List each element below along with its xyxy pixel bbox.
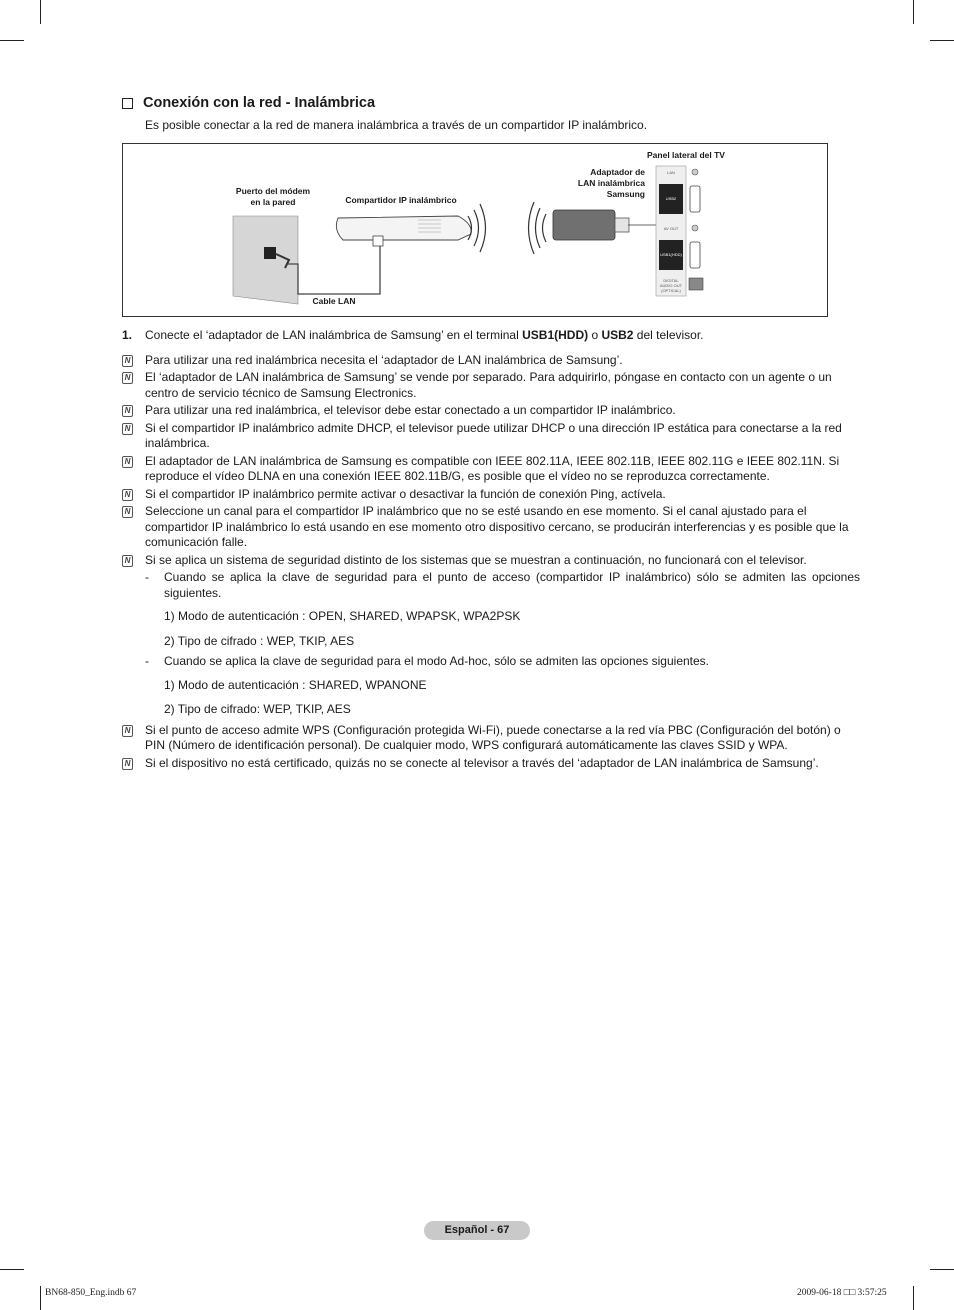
note-text: Para utilizar una red inalámbrica necesita el ‘adaptador de LAN inalámbrica de Samsung’. xyxy=(145,352,623,367)
crop-mark xyxy=(930,1269,954,1270)
security-adhoc-cipher: 2) Tipo de cifrado: WEP, TKIP, AES xyxy=(164,702,351,716)
crop-mark xyxy=(40,0,41,24)
security-ap-cipher: 2) Tipo de cifrado : WEP, TKIP, AES xyxy=(164,633,355,648)
usb2-port xyxy=(690,186,700,212)
note-symbol: N xyxy=(122,456,133,468)
section-title xyxy=(122,95,375,111)
lan-port xyxy=(692,169,698,175)
note-item xyxy=(122,353,860,369)
step-text-part: del televisor. xyxy=(633,328,704,342)
adapter-label-line: Adaptador de xyxy=(590,167,645,177)
modem-label xyxy=(223,186,323,208)
adapter-waves xyxy=(529,202,547,254)
note-text: El ‘adaptador de LAN inalámbrica de Samsung’ se vende por separado. Para adquirirlo, póngase en contacto con un agente o un centro de servicio técnico de Samsung Electronics. xyxy=(145,370,832,400)
note-text: Si el dispositivo no está certificado, quizás no se conecte al televisor a través del ‘adaptador de LAN inalámbrica de Samsung’. xyxy=(145,755,819,770)
crop-mark xyxy=(40,1286,41,1310)
usb-adapter-plug xyxy=(615,218,629,232)
crop-mark xyxy=(0,1269,24,1270)
usb1-port xyxy=(690,242,700,268)
note-item xyxy=(122,756,860,772)
panel-label: Panel lateral del TV xyxy=(647,150,725,160)
cable-label: Cable LAN xyxy=(312,296,356,306)
crop-mark xyxy=(0,40,24,41)
note-text: Si el punto de acceso admite WPS (Configuración protegida Wi-Fi), puede conectarse a la red vía PBC (Configuración del botón) o PIN (Número de identificación personal). De cualquier modo, WPS configurará automáticamente las claves SSID y WPA. xyxy=(145,722,841,752)
port-label-usb2: USB2 xyxy=(665,196,677,201)
note-text: Si se aplica un sistema de seguridad distinto de los sistemas que se muestran a continuación, no funcionará con el televisor. xyxy=(145,552,807,567)
modem-label-line: en la pared xyxy=(250,197,296,207)
security-ap-auth: 1) Modo de autenticación : OPEN, SHARED, WPAPSK, WPA2PSK xyxy=(164,609,521,623)
security-adhoc xyxy=(145,654,860,670)
modem-label-line: Puerto del módem xyxy=(235,186,311,196)
port-label-av: AV OUT xyxy=(663,226,679,231)
note-icon xyxy=(122,756,145,772)
note-symbol: N xyxy=(122,355,133,367)
note-icon xyxy=(122,454,145,485)
note-text: Seleccione un canal para el compartidor IP inalámbrico que no se esté usando en ese momento. Si el canal ajustado para el compartidor IP inalámbrico lo está usando en ese momento otro dispositivo cercano, se producirán interferencias y es posible que la comunicación falle. xyxy=(145,504,849,549)
note-symbol: N xyxy=(122,758,133,770)
intro-text: Es posible conectar a la red de manera inalámbrica a través de un compartidor IP inalámbrico. xyxy=(145,118,648,132)
note-symbol: N xyxy=(122,506,133,518)
note-icon xyxy=(122,487,145,503)
note-item xyxy=(122,370,860,401)
note-symbol: N xyxy=(122,405,133,417)
page-number-badge: Español - 67 xyxy=(424,1221,530,1240)
router-label: Compartidor IP inalámbrico xyxy=(345,195,457,205)
note-icon xyxy=(122,421,145,452)
section-title-text: Conexión con la red - Inalámbrica xyxy=(143,95,376,111)
note-symbol: N xyxy=(122,423,133,435)
note-symbol: N xyxy=(122,725,133,737)
diagram-drawing xyxy=(123,144,829,318)
step-text-part: o xyxy=(588,328,602,342)
port-label-optical: DIGITAL AUDIO OUT (OPTICAL) xyxy=(659,278,683,293)
security-adhoc-auth: 1) Modo de autenticación : SHARED, WPANONE xyxy=(164,677,427,692)
note-text: Si el compartidor IP inalámbrico permite activar o desactivar la función de conexión Ping, actívela. xyxy=(145,486,666,501)
wall-socket xyxy=(264,247,276,259)
dash-marker: - xyxy=(145,570,149,584)
checkbox-icon xyxy=(122,98,133,109)
adapter-label-line: LAN inalámbrica xyxy=(577,178,645,188)
crop-mark xyxy=(930,40,954,41)
port-label-usb1: USB1(HDD) xyxy=(660,252,682,257)
usb-adapter-body xyxy=(553,210,615,240)
note-text: El adaptador de LAN inalámbrica de Samsung es compatible con IEEE 802.11A, IEEE 802.11B, IEEE 802.11G e IEEE 802.11N. Si reproduce el vídeo DLNA en una conexión IEEE 802.11B/G, es posible que el vídeo no se reproduzca correctamente. xyxy=(145,453,840,483)
note-text: Si el compartidor IP inalámbrico admite DHCP, el televisor puede utilizar DHCP o una dirección IP estática para conectarse a la red inalámbrica. xyxy=(145,420,842,450)
step-number: 1. xyxy=(122,328,133,342)
note-icon xyxy=(122,370,145,401)
note-icon xyxy=(122,553,145,569)
dash-marker: - xyxy=(145,654,149,668)
print-date-info: 2009-06-18 □□ 3:57:25 xyxy=(797,1288,887,1298)
note-item xyxy=(122,723,860,754)
security-ap xyxy=(145,570,860,601)
note-text: Para utilizar una red inalámbrica, el televisor debe estar conectado a un compartidor IP inalámbrico. xyxy=(145,403,676,417)
port-label-lan: LAN xyxy=(667,170,675,175)
av-port xyxy=(692,225,698,231)
step-text-part: Conecte el ‘adaptador de LAN inalámbrica de Samsung’ en el terminal xyxy=(145,328,523,342)
usb1-term: USB1(HDD) xyxy=(522,328,589,342)
step-text xyxy=(145,328,704,344)
note-icon xyxy=(122,723,145,754)
crop-mark xyxy=(913,0,914,24)
security-adhoc-text: Cuando se aplica la clave de seguridad para el modo Ad-hoc, sólo se admiten las opciones siguientes. xyxy=(164,654,710,668)
note-icon xyxy=(122,403,145,419)
connection-diagram xyxy=(122,143,828,317)
step-1 xyxy=(122,328,860,344)
adapter-label xyxy=(563,167,645,200)
note-item xyxy=(122,454,860,485)
print-file-info: BN68-850_Eng.indb 67 xyxy=(45,1288,137,1298)
note-item xyxy=(122,504,860,551)
note-item xyxy=(122,421,860,452)
security-ap-text: Cuando se aplica la clave de seguridad para el punto de acceso (compartidor IP inalámbrico) sólo se admiten las opciones siguientes. xyxy=(164,570,860,600)
router-shape xyxy=(336,216,471,240)
note-symbol: N xyxy=(122,555,133,567)
content-body xyxy=(122,328,860,773)
note-symbol: N xyxy=(122,489,133,501)
note-icon xyxy=(122,504,145,551)
optical-port xyxy=(689,278,703,290)
note-item xyxy=(122,403,860,419)
adapter-label-line: Samsung xyxy=(606,189,645,199)
lan-cable xyxy=(288,244,380,294)
note-icon xyxy=(122,353,145,369)
crop-mark xyxy=(913,1286,914,1310)
usb2-term: USB2 xyxy=(601,328,634,342)
note-symbol: N xyxy=(122,372,133,384)
router-port xyxy=(373,236,383,246)
note-item xyxy=(122,487,860,503)
note-item xyxy=(122,553,860,569)
